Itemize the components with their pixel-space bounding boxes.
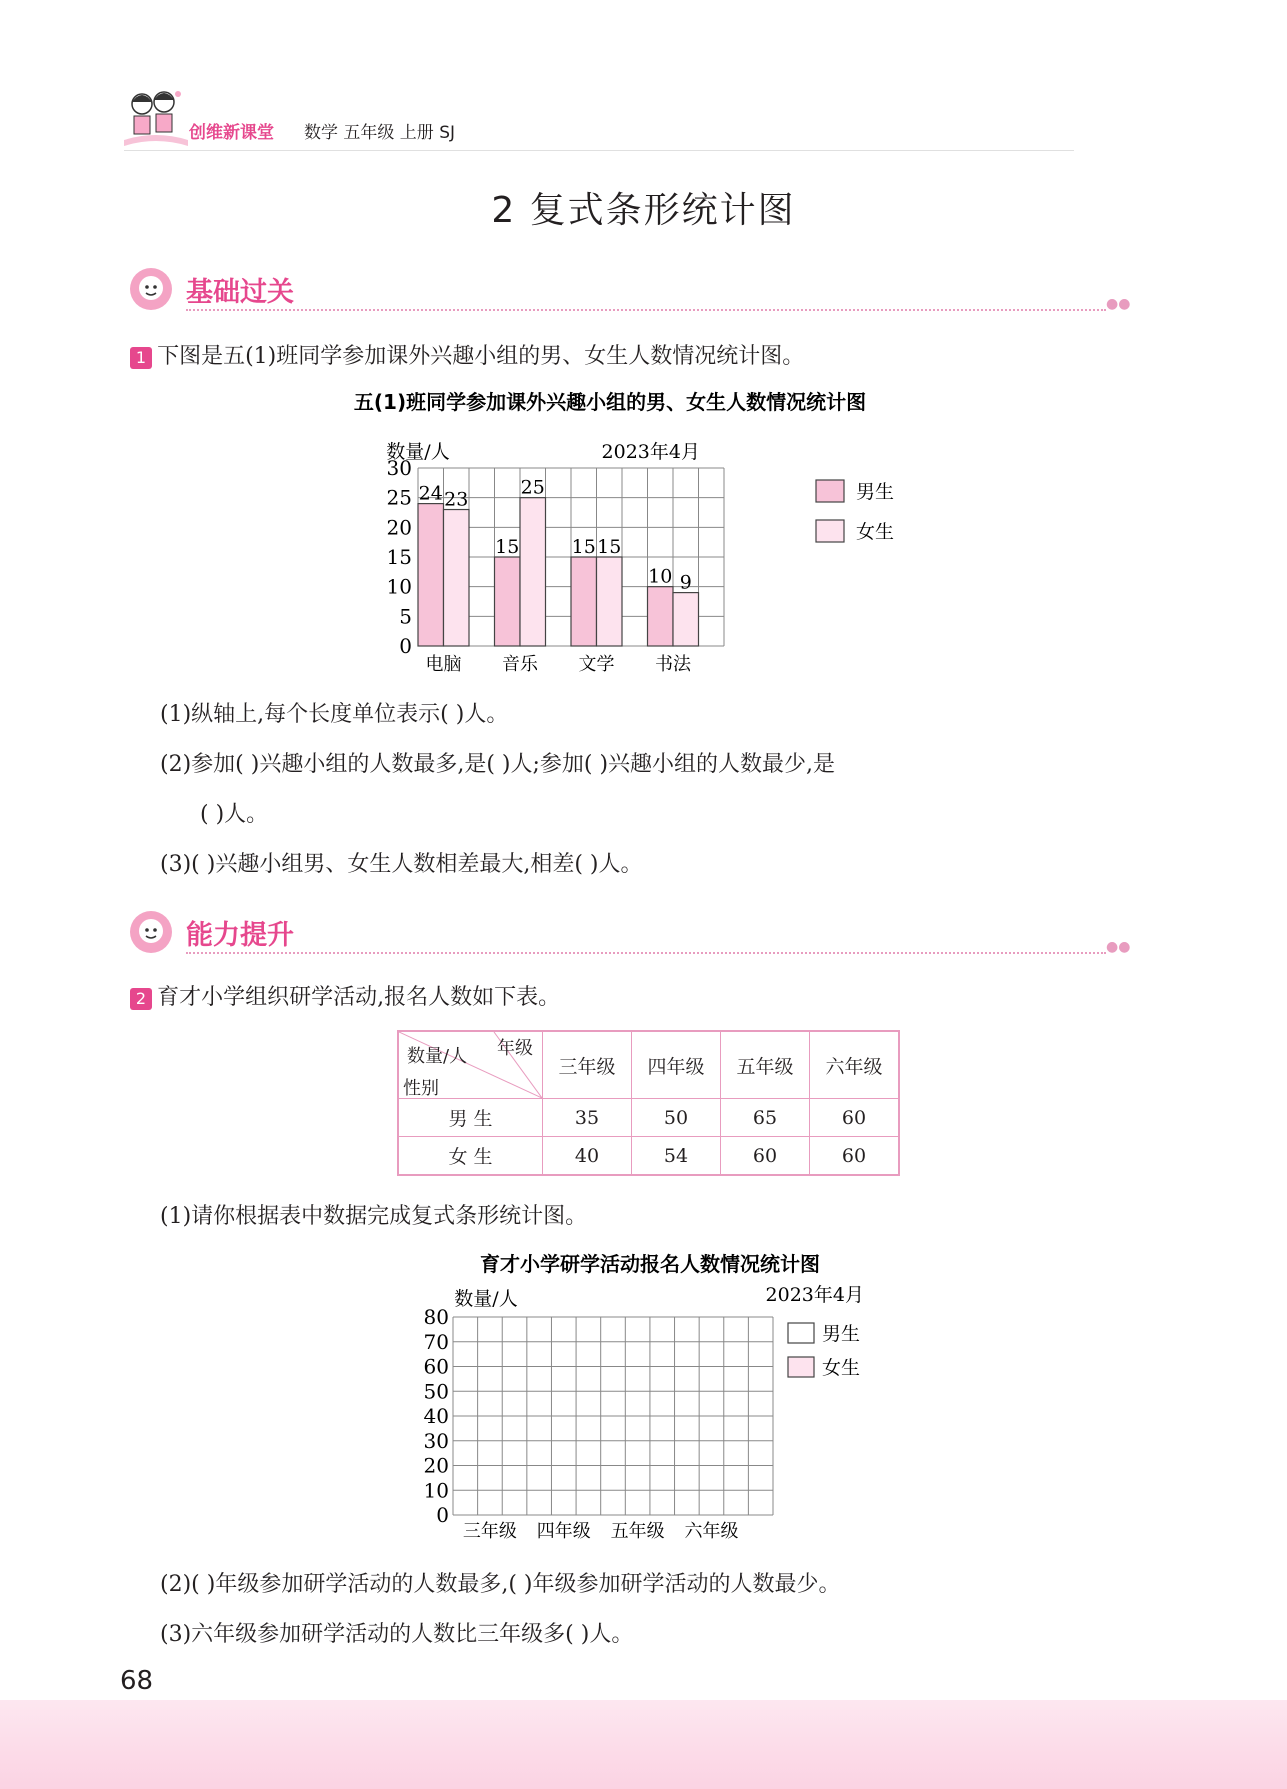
question-1-text: 下图是五(1)班同学参加课外兴趣小组的男、女生人数情况统计图。 xyxy=(157,344,805,369)
corner-grade-label: 年级 xyxy=(497,1038,533,1059)
question-1-number: 1 xyxy=(130,347,152,369)
y-tick-label: 80 xyxy=(423,1305,449,1329)
data-label: 25 xyxy=(520,476,545,499)
table-cell: 65 xyxy=(721,1099,810,1137)
y-tick-label: 10 xyxy=(386,574,412,599)
y-tick-label: 70 xyxy=(423,1329,449,1354)
legend-swatch-女生 xyxy=(788,1357,814,1377)
table-cell: 40 xyxy=(543,1137,632,1176)
section-2-icon xyxy=(128,909,174,959)
data-label: 9 xyxy=(679,571,692,594)
x-tick-label: 三年级 xyxy=(462,1521,517,1542)
bar-男生-书法 xyxy=(648,587,674,646)
x-tick-label: 书法 xyxy=(655,654,691,675)
y-tick-label: 50 xyxy=(423,1379,449,1404)
grade-header-5: 五年级 xyxy=(721,1031,810,1099)
data-label: 24 xyxy=(418,482,443,505)
section-1-icon xyxy=(128,266,174,316)
chart-1-ylabel: 数量/人 xyxy=(386,441,450,463)
table-corner-cell xyxy=(398,1031,543,1099)
legend-swatch-女生 xyxy=(816,520,844,542)
question-2-number: 2 xyxy=(130,988,152,1010)
table-row xyxy=(398,1099,899,1137)
corner-gender-label: 性别 xyxy=(403,1078,439,1099)
data-label: 15 xyxy=(571,536,596,558)
table-row xyxy=(398,1137,899,1176)
chart-2 xyxy=(400,1245,900,1545)
chart-1-date: 2023年4月 xyxy=(601,441,700,463)
legend-label: 女生 xyxy=(856,521,895,543)
y-tick-label: 20 xyxy=(386,515,412,540)
y-tick-label: 60 xyxy=(423,1354,449,1379)
table-cell: 35 xyxy=(543,1099,632,1137)
header-divider xyxy=(124,150,1074,151)
y-tick-label: 0 xyxy=(399,634,412,658)
signup-table xyxy=(397,1030,900,1176)
section-2-title: 能力提升 xyxy=(186,920,294,951)
y-tick-label: 40 xyxy=(423,1404,449,1428)
x-tick-label: 音乐 xyxy=(502,654,538,675)
chart-2-date: 2023年4月 xyxy=(765,1284,864,1306)
legend-label: 男生 xyxy=(822,1323,861,1345)
section-2-dots: ●● xyxy=(1106,939,1131,955)
bar-女生-文学 xyxy=(597,557,623,646)
bar-男生-文学 xyxy=(571,557,597,646)
table-cell: 60 xyxy=(810,1137,900,1176)
table-cell: 50 xyxy=(632,1099,721,1137)
page-title: 2 复式条形统计图 xyxy=(491,190,796,231)
x-tick-label: 文学 xyxy=(578,654,615,675)
question-2-text: 育才小学组织研学活动,报名人数如下表。 xyxy=(157,985,561,1010)
grade-header-3: 三年级 xyxy=(543,1031,632,1099)
y-tick-label: 0 xyxy=(436,1503,449,1527)
chart-1-title: 五(1)班同学参加课外兴趣小组的男、女生人数情况统计图 xyxy=(353,390,867,414)
header-brand: 创维新课堂 xyxy=(189,123,274,143)
mascot-logo xyxy=(124,90,188,156)
row-label-girls: 女 生 xyxy=(398,1137,543,1176)
y-tick-label: 5 xyxy=(399,604,412,629)
y-tick-label: 15 xyxy=(386,545,412,569)
header-subject: 数学 五年级 上册 SJ xyxy=(304,123,456,143)
legend-swatch-男生 xyxy=(816,480,844,502)
table-cell: 54 xyxy=(632,1137,721,1176)
q2-sub1: (1)请你根据表中数据完成复式条形统计图。 xyxy=(160,1204,588,1229)
grade-header-4: 四年级 xyxy=(632,1031,721,1099)
bar-男生-电脑 xyxy=(418,504,444,646)
q2-sub2: (2)( )年级参加研学活动的人数最多,( )年级参加研学活动的人数最少。 xyxy=(160,1572,841,1597)
x-tick-label: 六年级 xyxy=(684,1521,739,1542)
section-1-title: 基础过关 xyxy=(186,277,294,308)
bar-女生-书法 xyxy=(673,593,699,646)
bar-男生-音乐 xyxy=(495,557,521,646)
x-tick-label: 四年级 xyxy=(536,1521,591,1542)
table-cell: 60 xyxy=(721,1137,810,1176)
chart-2-title: 育才小学研学活动报名人数情况统计图 xyxy=(480,1252,820,1276)
page-number: 68 xyxy=(120,1666,154,1696)
q1-sub1: (1)纵轴上,每个长度单位表示( )人。 xyxy=(160,702,509,727)
row-label-boys: 男 生 xyxy=(398,1099,543,1137)
chart-1 xyxy=(300,384,1000,684)
q1-sub2: (2)参加( )兴趣小组的人数最多,是( )人;参加( )兴趣小组的人数最少,是 xyxy=(160,752,836,777)
bar-女生-音乐 xyxy=(520,498,546,646)
legend-label: 女生 xyxy=(822,1357,861,1379)
corner-quantity-label: 数量/人 xyxy=(407,1046,468,1067)
question-2 xyxy=(130,980,560,1011)
section-2-line xyxy=(186,952,1106,954)
data-label: 15 xyxy=(597,536,622,558)
y-tick-label: 30 xyxy=(423,1428,449,1453)
grade-header-6: 六年级 xyxy=(810,1031,900,1099)
footer-band xyxy=(0,1700,1287,1789)
y-tick-label: 30 xyxy=(386,456,412,480)
legend-label: 男生 xyxy=(856,481,895,503)
data-label: 15 xyxy=(495,536,520,558)
x-tick-label: 五年级 xyxy=(610,1521,665,1542)
q2-sub3: (3)六年级参加研学活动的人数比三年级多( )人。 xyxy=(160,1622,634,1647)
q1-sub3: (3)( )兴趣小组男、女生人数相差最大,相差( )人。 xyxy=(160,852,643,877)
section-1-line xyxy=(186,309,1106,311)
q1-sub2b: ( )人。 xyxy=(200,802,269,827)
legend-swatch-男生 xyxy=(788,1323,814,1343)
section-1-dots: ●● xyxy=(1106,296,1131,312)
y-tick-label: 10 xyxy=(423,1478,449,1503)
chart-2-ylabel: 数量/人 xyxy=(454,1288,518,1310)
y-tick-label: 20 xyxy=(423,1453,449,1478)
data-label: 10 xyxy=(648,565,673,588)
x-tick-label: 电脑 xyxy=(425,654,462,675)
question-1 xyxy=(130,339,804,370)
bar-女生-电脑 xyxy=(444,510,470,646)
table-cell: 60 xyxy=(810,1099,900,1137)
y-tick-label: 25 xyxy=(386,485,412,510)
data-label: 23 xyxy=(444,488,469,511)
